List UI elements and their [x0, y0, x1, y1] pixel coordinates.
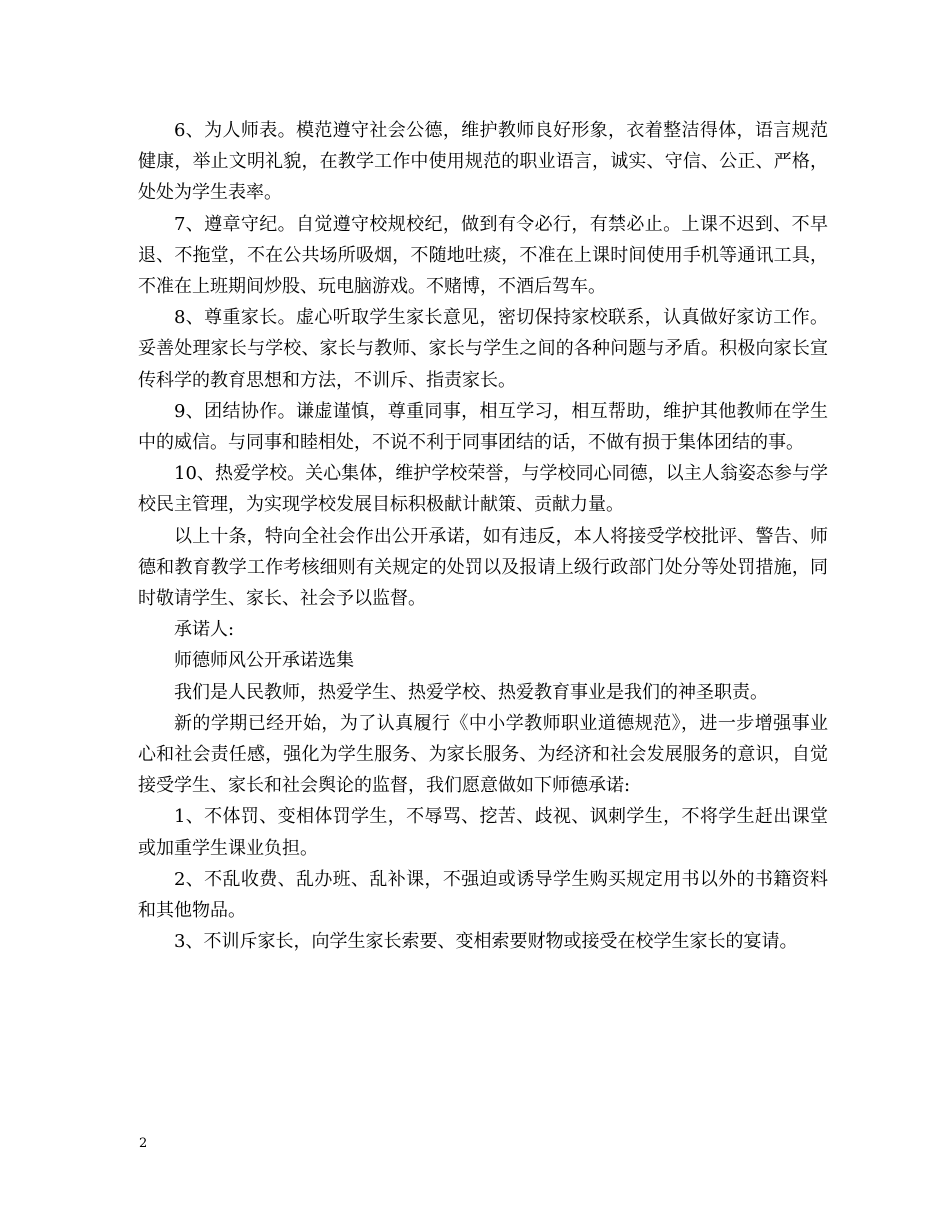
promise-item-1: 1、不体罚、变相体罚学生，不辱骂、挖苦、歧视、讽刺学生，不将学生赶出课堂或加重学生课业负担。: [138, 806, 828, 859]
paragraph-item-7: 7、遵章守纪。自觉遵守校规校纪，做到有令必行，有禁必止。上课不迟到、不早退、不拖堂，不在公共场所吸烟，不随地吐痰，不准在上课时间使用手机等通讯工具，不准在上班期间炒股、玩电脑游戏。不赌博，不酒后驾车。: [138, 213, 828, 298]
paragraph-intro: 我们是人民教师，热爱学生、热爱学校、热爱教育事业是我们的神圣职责。: [174, 681, 768, 703]
promisor-label: 承诺人:: [174, 619, 235, 641]
paragraph-item-8: 8、尊重家长。虚心听取学生家长意见，密切保持家校联系，认真做好家访工作。妥善处理家长与学校、家长与教师、家长与学生之间的各种问题与矛盾。积极向家长宣传科学的教育思想和方法，不训斥、指责家长。: [138, 307, 828, 391]
page-number: 2: [139, 1136, 148, 1151]
promise-item-3: 3、不训斥家长，向学生家长索要、变相索要财物或接受在校学生家长的宴请。: [174, 931, 798, 953]
paragraph-item-10: 10、热爱学校。关心集体，维护学校荣誉，与学校同心同德，以主人翁姿态参与学校民主管理，为实现学校发展目标积极献计献策、贡献力量。: [138, 463, 828, 516]
paragraph-item-6: 6、为人师表。模范遵守社会公德，维护教师良好形象，衣着整洁得体，语言规范健康，举止文明礼貌，在教学工作中使用规范的职业语言，诚实、守信、公正、严格，处处为学生表率。: [138, 120, 828, 204]
section-title: 师德师风公开承诺选集: [174, 650, 354, 672]
paragraph-summary: 以上十条，特向全社会作出公开承诺，如有违反，本人将接受学校批评、警告、师德和教育教学工作考核细则有关规定的处罚以及报请上级行政部门处分等处罚措施，同时敬请学生、家长、社会予以监督。: [138, 525, 828, 610]
paragraph-context: 新的学期已经开始，为了认真履行《中小学教师职业道德规范》，进一步增强事业心和社会责任感，强化为学生服务、为家长服务、为经济和社会发展服务的意识，自觉接受学生、家长和社会舆论的监督，我们愿意做如下师德承诺:: [138, 712, 828, 797]
paragraph-item-9: 9、团结协作。谦虚谨慎，尊重同事，相互学习，相互帮助，维护其他教师在学生中的威信。与同事和睦相处，不说不利于同事团结的话，不做有损于集体团结的事。: [138, 400, 828, 454]
document-body: [138, 115, 828, 957]
promise-item-2: 2、不乱收费、乱办班、乱补课，不强迫或诱导学生购买规定用书以外的书籍资料和其他物品。: [138, 868, 828, 922]
